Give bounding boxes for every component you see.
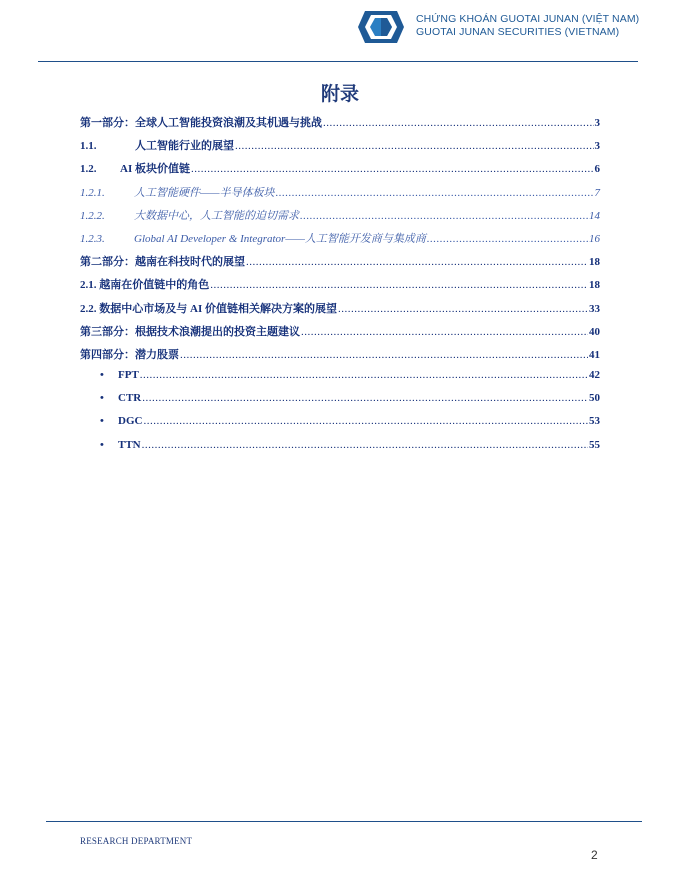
toc-leader-dots [301, 326, 588, 338]
toc-entry-page: 7 [594, 186, 600, 199]
toc-entry-page: 42 [589, 369, 600, 382]
toc-leader-dots [191, 163, 594, 175]
bullet-icon: • [100, 438, 104, 451]
toc-leader-dots [276, 187, 594, 199]
toc-entry-number: 1.2.2. [80, 209, 105, 222]
toc-entry-label: TTN [118, 438, 141, 451]
bullet-icon: • [100, 369, 104, 382]
footer-divider [46, 821, 642, 822]
toc-entry-page: 3 [594, 117, 600, 129]
toc-entry-label: Global AI Developer & Integrator——人工智能开发商与集成商 [134, 232, 426, 245]
toc-entry-label: CTR [118, 392, 142, 405]
toc-leader-dots [140, 369, 588, 381]
toc-entry-label: 第二部分：越南在科技时代的展望 [80, 256, 245, 269]
toc-entry-2-1[interactable] [80, 276, 600, 299]
toc-entry-label: 大数据中心，人工智能的迫切需求 [134, 209, 299, 222]
company-name [416, 13, 639, 39]
toc-entry-number: 1.1. [80, 140, 97, 153]
toc-leader-dots [180, 349, 588, 361]
toc-entry-label: 2.2. 数据中心市场及与 AI 价值链相关解决方案的展望 [80, 302, 337, 315]
toc-leader-dots [338, 303, 588, 315]
toc-entry-part4[interactable] [80, 346, 600, 369]
toc-entry-1-2-3[interactable] [80, 230, 600, 253]
toc-entry-2-2[interactable] [80, 300, 600, 323]
toc-entry-page: 50 [589, 392, 600, 405]
toc-entry-number: 1.2.3. [80, 232, 105, 245]
footer-department: RESEARCH DEPARTMENT [80, 836, 193, 846]
toc-entry-1-1[interactable] [80, 137, 600, 160]
toc-entry-part1[interactable] [80, 114, 600, 137]
toc-entry-page: 33 [589, 302, 600, 315]
toc-leader-dots [235, 140, 594, 152]
company-logo-icon [357, 10, 405, 44]
page-number: 2 [591, 848, 598, 862]
toc-entry-page: 18 [589, 279, 600, 292]
toc-entry-label: DGC [118, 415, 143, 428]
header-divider [38, 61, 638, 62]
toc-entry-page: 41 [589, 348, 600, 361]
toc-entry-label: 第三部分：根据技术浪潮提出的投资主题建议 [80, 325, 300, 338]
toc-entry-number: 1.2.1. [80, 186, 105, 199]
toc-entry-page: 18 [589, 256, 600, 269]
toc-entry-label: AI 板块价值链 [120, 163, 190, 176]
toc-entry-label: FPT [118, 369, 139, 382]
toc-leader-dots [300, 210, 588, 222]
toc-entry-page: 6 [594, 163, 600, 176]
toc-entry-page: 16 [589, 232, 600, 245]
toc-entry-1-2-1[interactable] [80, 184, 600, 207]
toc-entry-stock-ctr[interactable] [80, 392, 600, 415]
toc-entry-stock-dgc[interactable] [80, 415, 600, 438]
company-name-en: GUOTAI JUNAN SECURITIES (VIETNAM) [416, 26, 620, 38]
company-name-vi: CHỨNG KHOÁN GUOTAI JUNAN (VIỆT NAM) [416, 13, 640, 25]
toc-leader-dots [246, 256, 588, 268]
toc-entry-label: 第一部分：全球人工智能投资浪潮及其机遇与挑战 [80, 117, 322, 129]
toc-leader-dots [142, 392, 588, 404]
toc-entry-number: 1.2. [80, 163, 97, 176]
table-of-contents [80, 114, 600, 462]
toc-leader-dots [210, 279, 588, 291]
toc-entry-page: 53 [589, 415, 600, 428]
toc-entry-page: 3 [594, 140, 600, 153]
toc-entry-page: 40 [589, 325, 600, 338]
toc-entry-stock-ttn[interactable] [80, 439, 600, 462]
toc-entry-page: 55 [589, 438, 600, 451]
toc-leader-dots [142, 439, 588, 451]
page-title: 附录 [320, 83, 359, 105]
toc-entry-page: 14 [589, 209, 600, 222]
toc-entry-1-2-2[interactable] [80, 207, 600, 230]
toc-entry-label: 人工智能行业的展望 [135, 140, 234, 153]
toc-entry-1-2[interactable] [80, 160, 600, 183]
toc-leader-dots [323, 117, 594, 129]
toc-entry-part2[interactable] [80, 253, 600, 276]
bullet-icon: • [100, 392, 104, 405]
toc-entry-label: 人工智能硬件——半导体板块 [134, 186, 275, 199]
toc-leader-dots [143, 415, 588, 427]
toc-entry-label: 第四部分：潜力股票 [80, 348, 179, 361]
toc-entry-stock-fpt[interactable] [80, 369, 600, 392]
bullet-icon: • [100, 415, 104, 428]
toc-entry-part3[interactable] [80, 323, 600, 346]
toc-leader-dots [427, 233, 588, 245]
toc-entry-label: 2.1. 越南在价值链中的角色 [80, 279, 210, 292]
